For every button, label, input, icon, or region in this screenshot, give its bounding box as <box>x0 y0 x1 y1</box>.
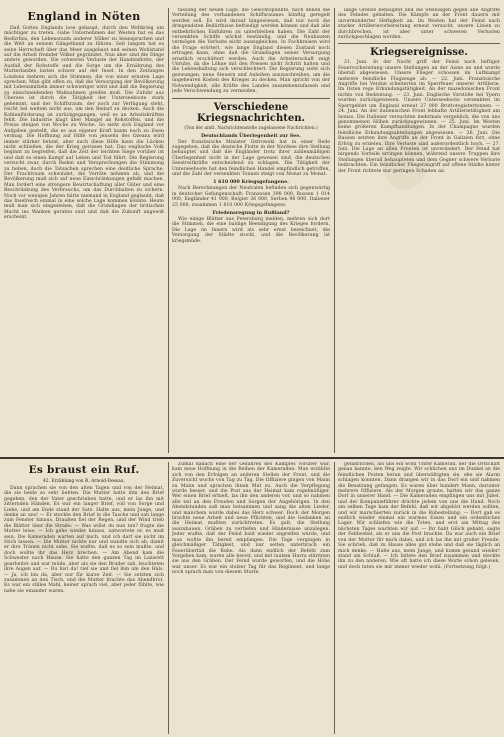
serial-story <box>4 462 164 734</box>
column-rule <box>168 8 169 453</box>
column-rule <box>334 8 335 453</box>
article-headline: England in Nöten <box>27 10 141 23</box>
rule <box>338 43 500 44</box>
serial-paragraph: Dann sprachen sie von den alten Tagen und von der Heimat, die sie beide so sehr liebten. Die Mutter hatte ihm den Brief gegeben, den der Vater geschrieben hatte, und er las ihn mit zitternden Händen. Es war ein langer Brief, voll von Sorge und Liebe, und am Ende stand der Satz: Halte aus, mein Junge, und denke an uns! — Er steckte den Brief in die Tasche und sah lange zum Fenster hinaus. Draußen fiel der Regen, und der Wind trieb die Blätter über die Straße. — Was willst du nun tun? fragte die Mutter leise. — Ich gehe wieder hinaus, antwortete er, es muß sein. Die Kameraden warten auf mich, und ich darf sie nicht im Stich lassen. — Die Mutter nickte nur und wandte sich ab, damit er ihre Tränen nicht sehe. Sie wußte, daß es so sein mußte, und doch wollte ihr das Herz brechen. — Am Abend kam die Schwester nach Hause. Sie hatte den ganzen Tag im Lazarett gearbeitet und war müde, aber als sie den Bruder sah, leuchteten ihre Augen auf. — Du bist da! rief sie und fiel ihm um den Hals. — Ja, ich bin da, aber nur für kurze Zeit. — Sie setzten sich zusammen an den Tisch, und die Mutter brachte das Abendbrot. Es war ein stilles Mahl, keiner sprach viel, aber jeder fühlte, wie nahe sie einander waren. <box>4 486 164 594</box>
column-rule <box>168 462 169 734</box>
article-body <box>172 8 330 95</box>
column-middle-top <box>172 8 330 455</box>
article-paragraph: fassung der neuen Lage, die Gesichtspunkte, nach denen die Verteilung des vorhandenen Schiffsraumes künftig geregelt werden soll. Es wird darauf hingewiesen, daß nur noch die dringendsten Bedürfnisse befriedigt werden können und daß alle entbehrlichen Einfuhren zu unterbleiben haben. Die Zahl der versenkten Schiffe wächst beständig, und die Neubauten vermögen die Verluste nicht auszugleichen. In Fachkreisen wird die Frage erörtert, wie lange England diesen Zustand noch ertragen kann, ohne daß die Grundlagen seiner Versorgung ernstlich erschüttert werden. Auch die Arbeiterschaft zeigt Unruhe, da die Löhne mit den Preisen nicht Schritt halten und die Lebenshaltung sich verschlechtert. Die Regierung sieht sich gezwungen, neue Steuern und Anleihen auszuschreiben, um die ungeheuren Kosten des Krieges zu decken. Man spricht von der Notwendigkeit, alle Kräfte des Landes zusammenzufassen und jede Verschwendung zu vermeiden. <box>172 8 330 95</box>
serial-story-continued <box>338 462 500 734</box>
article-paragraph: Daß Gottes Englands lose gehaupt, durch den Weltkrieg um mächtiger zu treten. Gabe Unternehmen der Westen hat es das Bedürfnis, den Lebensraum anderer Völker zu beanspruchen und die Welt an seinem Gängelband zu führen. Seit langem hat es seine Herrschaft über das Meer ausgebaut und seinen Wohlstand auf die Arbeit fremder Völker gegründet. Nun aber sind die Dinge anders geworden. Die schweren Verluste der Handelsflotte, der Ausfall der Rohstoffe und die Sorge um die Ernährung des Mutterlandes lasten schwer auf der Insel. In den Zeitungen Londons mehren sich die Stimmen, die von einer ernsten Lage sprechen. Man gibt offen zu, daß die Versorgung der Bevölkerung mit Lebensmitteln immer schwieriger wird und daß die Regierung zu einschneidenden Maßnahmen greifen muß. Die Zufuhr aus Übersee ist durch die Tätigkeit der Unterseeboote stark gehemmt, und der Schiffsraum, der noch zur Verfügung steht, reicht bei weitem nicht aus, um den Bedarf zu decken. Auch die Kohlenförderung ist zurückgegangen, weil es an Arbeitskräften fehlt. Die Industrie klagt über Mangel an Rohstoffen, und die Preise steigen von Woche zu Woche. So sieht sich England vor Aufgaben gestellt, die es aus eigener Kraft kaum noch zu lösen vermag. Die Hoffnung auf Hilfe von jenseits des Ozeans wird immer stärker betont, aber auch diese Hilfe kann die Lücken nicht schließen, die der Krieg gerissen hat. Das englische Volk beginnt zu begreifen, daß die Zeit der leichten Siege vorüber ist und daß es einen Kampf auf Leben und Tod führt. Die Regierung versucht zwar, durch Reden und Versprechungen die Stimmung zu heben, doch die Tatsachen sprechen eine deutliche Sprache. Der Frachtraum schwindet, die Vorräte nehmen ab, und die Bevölkerung muß sich auf neue Einschränkungen gefaßt machen. Man fordert eine strengere Bewirtschaftung aller Güter und eine Beschränkung des Verbrauchs, um das Durchhalten zu sichern. Noch vor wenigen Jahren hätte niemand in England geglaubt, daß das Inselreich einmal in eine solche Lage kommen könnte. Heute muß man sich eingestehen, daß die Grundlagen der britischen Macht ins Wanken geraten sind und daß die Zukunft ungewiß erscheint. <box>4 26 164 221</box>
serial-paragraph: Zumal danach eine der Gefahren des Kampfes vorüber war, kam neue Hoffnung in die Reihen der Kameraden. Man erzählte sich von den Erfolgen an anderen Stellen der Front, und die Zuversicht wuchs von Tag zu Tag. Die Offiziere gingen von Mann zu Mann und sprachen ihnen Mut zu. Auch die Verpflegung wurde besser, und die Post aus der Heimat kam regelmäßiger. Wer einen Brief erhielt, las ihn den anderen vor, und so nahmen alle teil an den Freuden und Sorgen der Angehörigen. In den Abendstunden saß man beisammen und sang die alten Lieder, und manchem wurde dabei das Herz schwer. Doch der Morgen brachte neue Arbeit und neue Pflichten, und die Gedanken an die Heimat mußten zurücktreten. Es galt, die Stellung auszubauen, Gräben zu vertiefen und Hindernisse anzulegen. Jeder wußte, daß der Feind bald wieder angreifen würde, und man wollte ihn bereit empfangen. Die Tage vergingen in gleichmäßiger Tätigkeit, und nur selten unterbrach ein Feuerüberfall die Ruhe. Als dann endlich der Befehl zum Vorgehen kam, waren alle bereit, und mit lautem Hurra stürmten sie aus den Gräben. Der Feind wurde geworfen, und die Höhe war unser. Es war ein stolzer Tag für das Regiment, und lange noch sprach man von diesem Sturm. <box>172 462 330 576</box>
column-right-top <box>338 8 500 455</box>
news-heading: 1 610 000 Kriegsgefangene. <box>213 179 289 186</box>
section-title: Kriegsereignisse. <box>370 47 468 59</box>
news-paragraph: Wie einige Blätter aus Petersburg melden, mehren sich dort die Stimmen, die eine baldige Beendigung des Krieges fordern. Die Lage im Innern wird als sehr ernst bezeichnet, die Versorgung der Städte stockt, und die Bevölkerung ist kriegsmüde. <box>172 216 330 244</box>
rule <box>172 98 330 99</box>
serial-byline: 42. Erzählung von R. Arnold-Dessau. <box>42 479 126 484</box>
box-subtitle: (Von der amtl. Nachrichtenstelle zugelassene Nachrichten.) <box>184 125 318 131</box>
serial-paragraph: gefährlichen, als uns ein wohl Unter Kamerad, der die Ortschaft genau kannte, den Weg zeigte. Wir schlichen uns im Dunkel an die feindlichen Posten heran und überwältigten sie, ehe sie Alarm schlagen konnten. Dann drangen wir in das Dorf ein und nahmen die Besatzung gefangen. Es waren über hundert Mann, darunter mehrere Offiziere. Als der Morgen graute, hatten wir das ganze Dorf in unserer Hand. — Die Kameraden empfingen uns mit Jubel, und der Kompanieführer drückte jedem von uns die Hand. Noch am selben Tage kam der Befehl, daß wir abgelöst werden sollten, und wir marschierten zurück in die Ruhestellung. — Dort gab es endlich wieder einmal ein warmes Essen und ein ordentliches Lager. Wir schliefen wie die Toten, und erst am Mittag des nächsten Tages wachten wir auf. — Ihr habt Glück gehabt, sagte der Feldwebel, als er uns die Post brachte. Da war auch ein Brief von der Mutter für mich dabei, und ich las ihn mit großer Freude. Sie schrieb, daß zu Hause alles gut stehe und daß sie täglich an mich denke. — Halte aus, mein Junge, und komm gesund wieder! stand am Schluß. — Ich faltete den Brief zusammen und steckte ihn zu den anderen. Wie oft hatte ich diese Worte schon gelesen, und doch taten sie mir immer wieder wohl. (Fortsetzung folgt.) <box>338 462 500 570</box>
section-divider <box>0 457 504 459</box>
article-body <box>4 26 164 221</box>
column-rule <box>334 462 335 734</box>
news-paragraph: Nach Berechnungen der Neutralen befinden sich gegenwärtig in deutscher Gefangenschaft: Franzosen 398 000, Russen 1 014 000, Engländer 41 000, Belgier 36 000, Serben 96 000, Italiener 25 000, zusammen 1 610 000 Kriegsgefangene. <box>172 186 330 208</box>
box-title: Verschiedene Kriegsnachrichten. <box>196 101 305 124</box>
news-paragraph: Der französische Minister Ostrowski hat in einer Rede zugegeben, daß die deutsche Flotte in der Nordsee ihre Stellung behauptet und daß die Engländer trotz ihrer zahlenmäßigen Überlegenheit nicht in der Lage gewesen sind, die deutschen Seestreitkräfte entscheidend zu schlagen. Die Tätigkeit der Unterseeboote hat den feindlichen Handel empfindlich getroffen, und die Zahl der versenkten Tonnen steigt von Monat zu Monat. <box>172 139 330 177</box>
news-heading: Deutschlands Überlegenheit zur See. <box>201 132 301 139</box>
news-heading: Friedensregung in Rußland? <box>212 209 290 216</box>
article-england <box>4 8 164 455</box>
article-paragraph: lange Grenze behauptet und die Stellungen gegen alle Angriffe des Feindes gehalten. Die Kämpfe an der Front dauern mit unverminderter Heftigkeit an. Im Westen hat der Feind nach starker Artillerievorbereitung erneut versucht, unsere Linien zu durchbrechen, ist aber unter schweren Verlusten zurückgeschlagen worden. <box>338 8 500 41</box>
war-events-paragraph: 21. Juni. In der Nacht griff der Feind nach heftiger Feuervorbereitung unsere Stellungen an der Aisne an und wurde überall abgewiesen. Unsere Flieger schossen im Luftkampf mehrere feindliche Flugzeuge ab. — 22. Juni. Französische Angriffe bei Verdun scheiterten im Sperrfeuer unserer Artillerie. Im Osten rege Erkundungstätigkeit. An der mazedonischen Front nichts von Bedeutung. — 23. Juni. Englische Vorstöße bei Ypern wurden zurückgewiesen. Unsere Unterseeboote versenkten im Sperrgebiet um England erneut 27 000 Bruttoregistertonnen. — 24. Juni. An der italienischen Front lebhafte Artillerietätigkeit am Isonzo. Die Italiener versuchten mehrmals vergeblich, die von uns genommenen Höhen zurückzugewinnen. — 25. Juni. Im Westen keine größeren Kampfhandlungen. In der Champagne wurden feindliche Erkundungsabteilungen abgewiesen. — 26. Juni. Die Russen setzten ihre Angriffe an der Front in Galizien fort, ohne Erfolg zu erzielen. Ihre Verluste sind außerordentlich hoch. — 27. Juni. Die Lage an allen Fronten ist unverändert. Der Feind hat nirgends Vorteile erringen können, während unsere Truppen ihre Stellungen überall behaupteten und dem Gegner schwere Verluste beibrachten. Ein feindlicher Fliegerangriff auf offene Städte hinter der Front richtete nur geringen Schaden an. <box>338 60 500 174</box>
serial-story-continued <box>172 462 330 734</box>
serial-title: Es braust ein Ruf. <box>28 464 140 476</box>
